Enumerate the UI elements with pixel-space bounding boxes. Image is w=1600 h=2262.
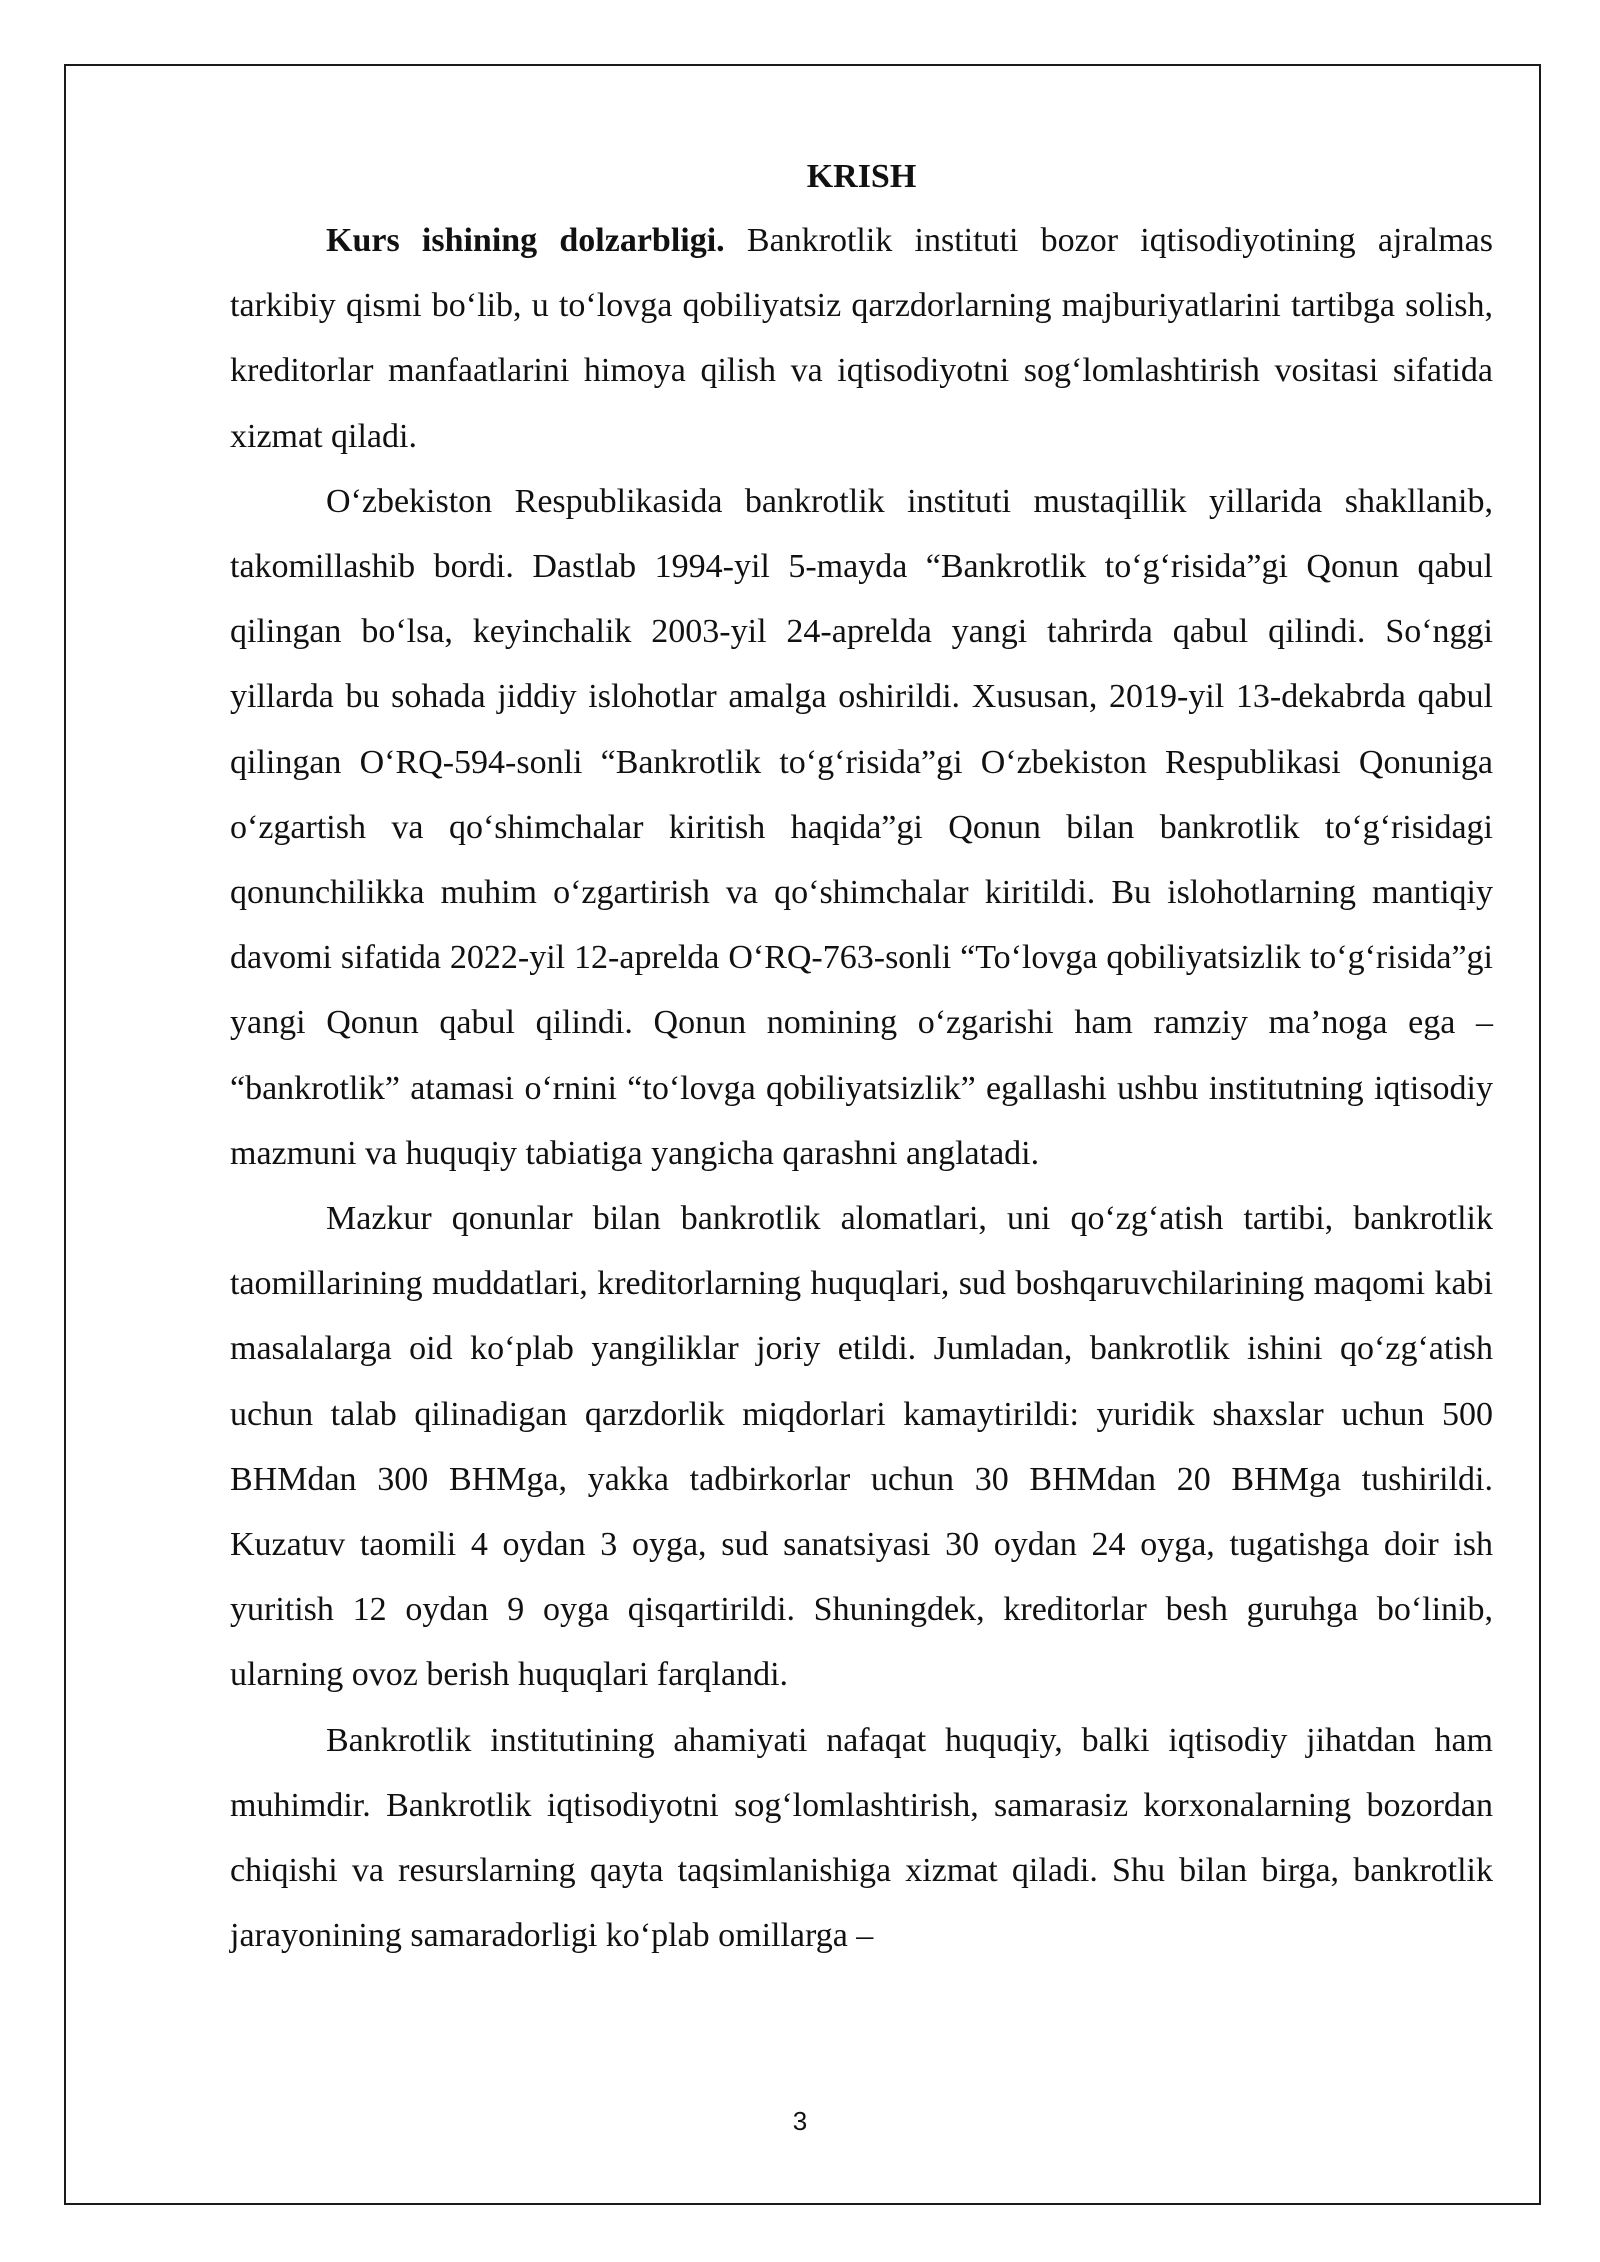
paragraph-text: Bankrotlik instituti bozor iqtisodiyotining ajralmas tarkibiy qismi bo‘lib, u to‘lovga qobiliyatsiz qarzdorlarning majburiyatlarini tartibga solish, kreditorlar manfaatlarini himoya qilish va iqtisodiyotni sog‘lomlashtirish vositasi sifatida xizmat qiladi. (230, 222, 1493, 455)
paragraph-history: O‘zbekiston Respublikasida bankrotlik instituti mustaqillik yillarida shakllanib, takomillashib bordi. Dastlab 1994-yil 5-mayda “Bankrotlik to‘g‘risida”gi Qonun qabul qilingan bo‘lsa, keyinchalik 2003-yil 24-aprelda yangi tahrirda qabul qilindi. So‘nggi yillarda bu sohada jiddiy islohotlar amalga oshirildi. Xususan, 2019-yil 13-dekabrda qabul qilingan O‘RQ-594-sonli “Bankrotlik to‘g‘risida”gi O‘zbekiston Respublikasi Qonuniga o‘zgartish va qo‘shimchalar kiritish haqida”gi Qonun bilan bankrotlik to‘g‘risidagi qonunchilikka muhim o‘zgartirish va qo‘shimchalar kiritildi. Bu islohotlarning mantiqiy davomi sifatida 2022-yil 12-aprelda O‘RQ-763-sonli “To‘lovga qobiliyatsizlik to‘g‘risida”gi yangi Qonun qabul qilindi. Qonun nomining o‘zgarishi ham ramziy ma’noga ega – “bankrotlik” atamasi o‘rnini “to‘lovga qobiliyatsizlik” egallashi ushbu institutning iqtisodiy mazmuni va huquqiy tabiatiga yangicha qarashni anglatadi. (230, 482, 1493, 1172)
paragraph-significance: Bankrotlik institutining ahamiyati nafaqat huquqiy, balki iqtisodiy jihatdan ham muhimdir. Bankrotlik iqtisodiyotni sog‘lomlashtirish, samarasiz korxonalarning bozordan chiqishi va resurslarning qayta taqsimlanishiga xizmat qiladi. Shu bilan birga, bankrotlik jarayonining samaradorligi ko‘plab omillarga – (230, 1721, 1493, 1955)
paragraph-relevance (230, 208, 1493, 469)
document-body (230, 146, 1493, 1968)
paragraph-reforms: Mazkur qonunlar bilan bankrotlik alomatlari, uni qo‘zg‘atish tartibi, bankrotlik taomillarining muddatlari, kreditorlarning huquqlari, sud boshqaruvchilarining maqomi kabi masalalarga oid ko‘plab yangiliklar joriy etildi. Jumladan, bankrotlik ishini qo‘zg‘atish uchun talab qilinadigan qarzdorlik miqdorlari kamaytirildi: yuridik shaxslar uchun 500 BHMdan 300 BHMga, yakka tadbirkorlar uchun 30 BHMdan 20 BHMga tushirildi. Kuzatuv taomili 4 oydan 3 oyga, sud sanatsiyasi 30 oydan 24 oyga, tugatishga doir ish yuritish 12 oydan 9 oyga qisqartirildi. Shuningdek, kreditorlar besh guruhga bo‘linib, ularning ovoz berish huquqlari farqlandi. (230, 1200, 1493, 1694)
page-number: 3 (792, 2106, 808, 2136)
paragraph-lead-text: Kurs ishining dolzarbligi. (326, 222, 725, 259)
section-heading: KRISH (806, 158, 917, 195)
